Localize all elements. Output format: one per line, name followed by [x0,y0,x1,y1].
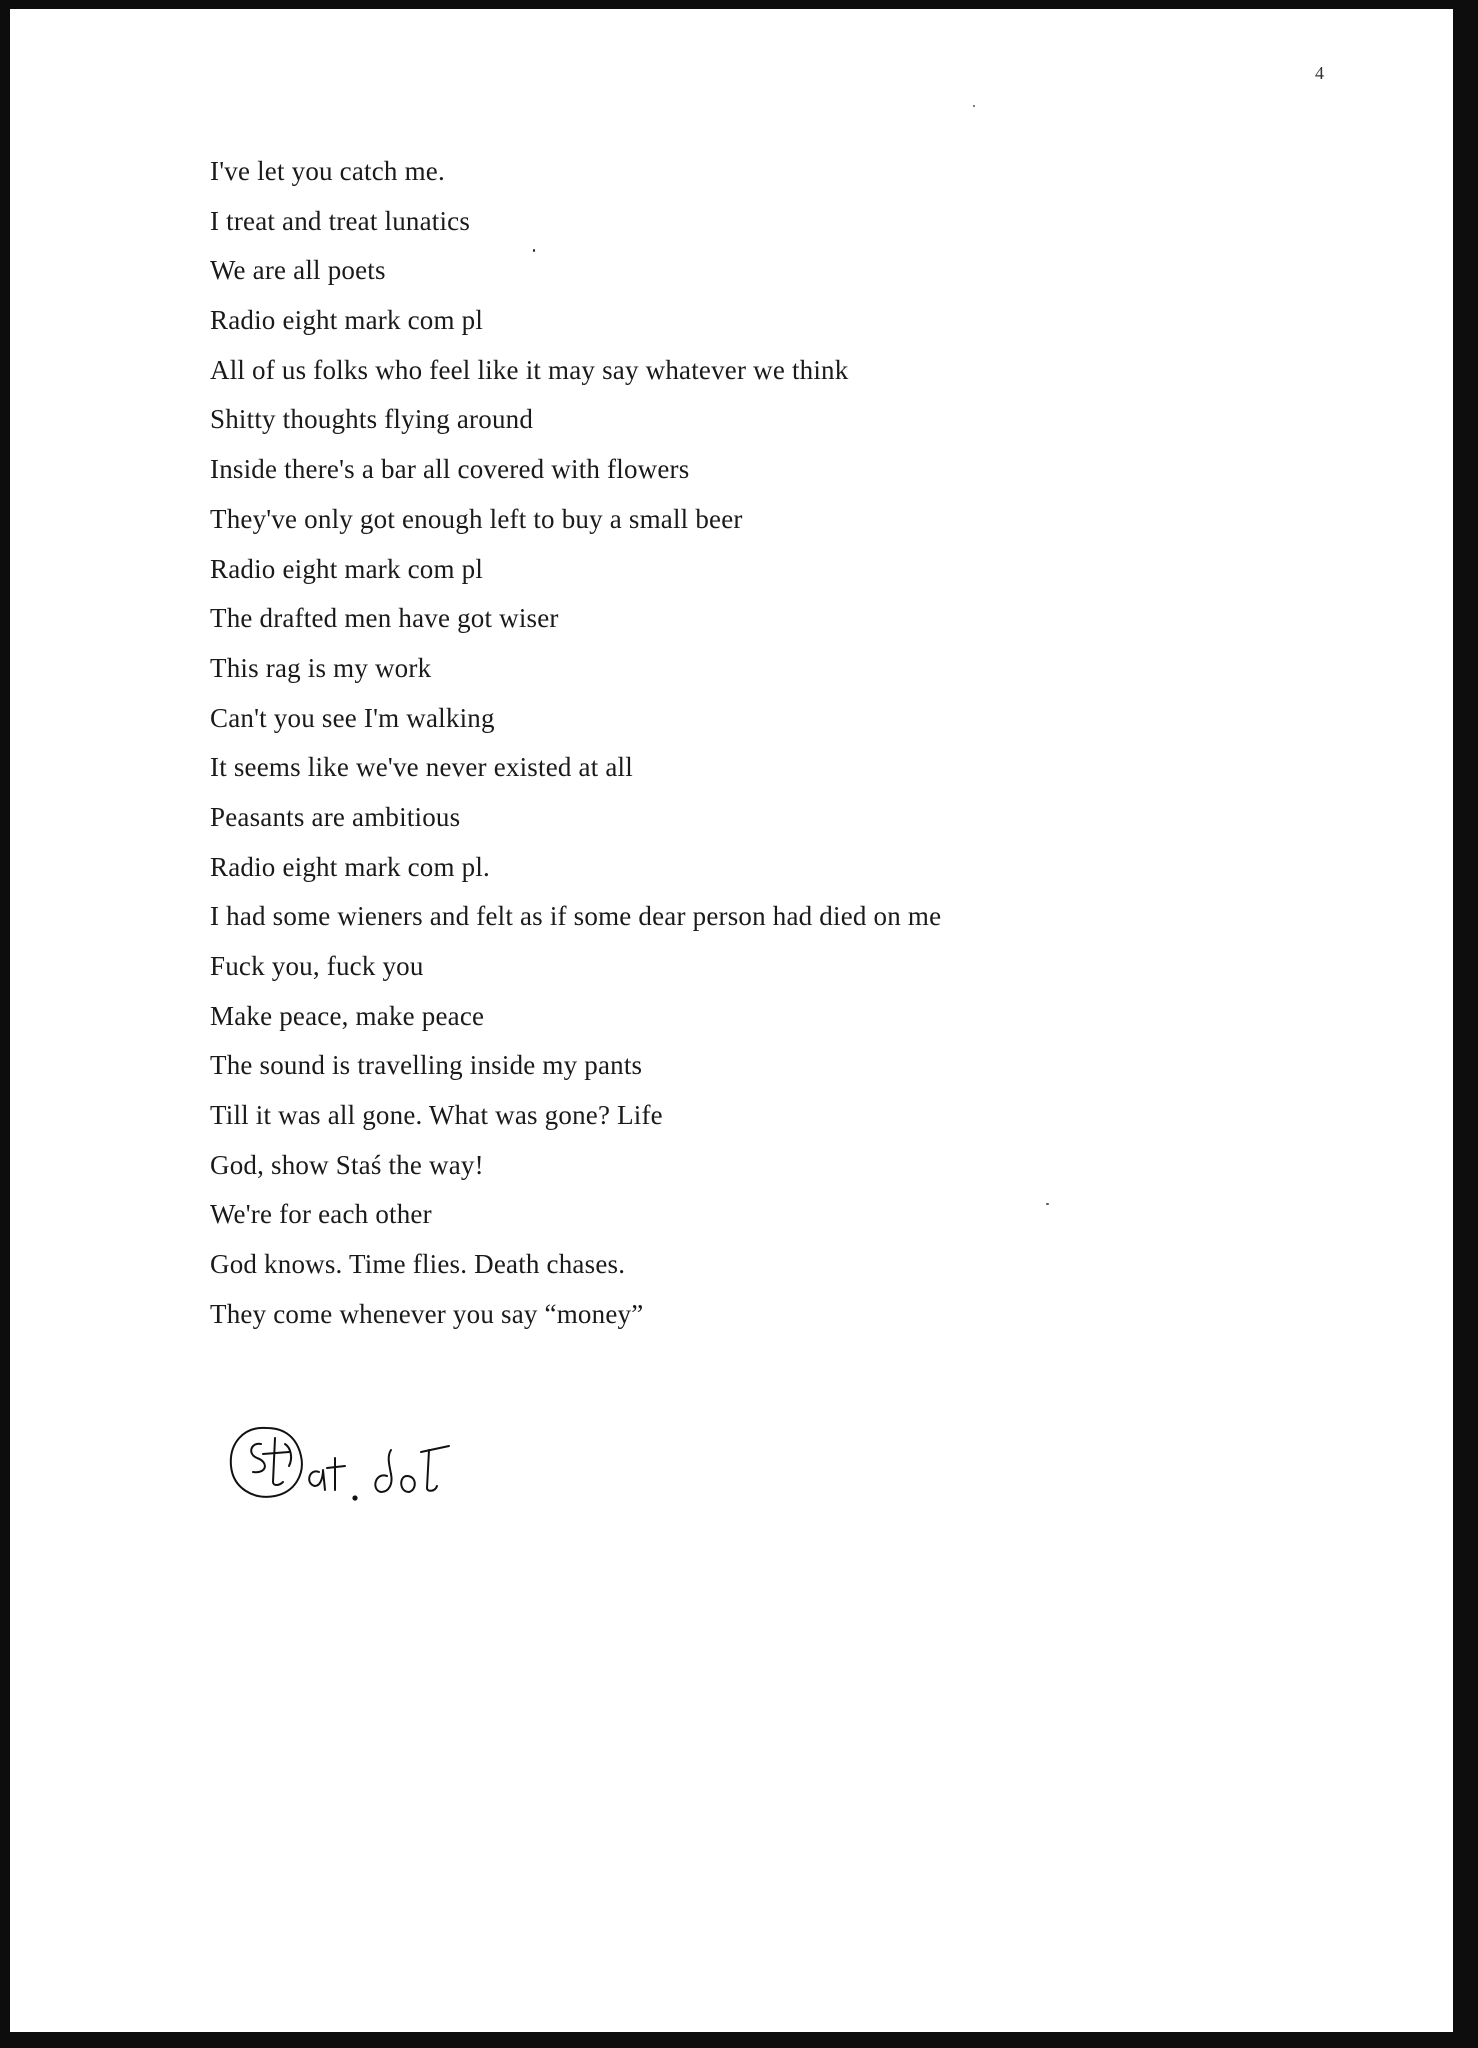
poem-line: I treat and treat lunatics [210,205,471,236]
poem-line: All of us folks who feel like it may say whatever we think [210,354,849,385]
handwritten-signature [223,1414,463,1524]
document-page [10,9,1453,2032]
paper-speck [533,249,535,252]
poem-line: We're for each other [210,1199,432,1230]
poem-line: Fuck you, fuck you [210,951,424,981]
poem-line: Inside there's a bar all covered with flowers [210,454,690,485]
paper-speck [1046,1203,1049,1205]
poem-line: God knows. Time flies. Death chases. [210,1249,626,1280]
poem-line: God, show Staś the way! [210,1149,484,1180]
poem-line: Radio eight mark com pl [210,553,484,584]
poem-line: It seems like we've never existed at all [210,752,633,783]
poem-line: This rag is my work [210,652,432,683]
poem-line: Radio eight mark com pl [210,305,484,336]
poem-line: The sound is travelling inside my pants [210,1050,643,1081]
poem-line: Radio eight mark com pl. [210,851,490,882]
poem-line: Can't you see I'm walking [210,702,495,733]
poem-line: Make peace, make peace [210,1000,485,1031]
poem-line: Till it was all gone. What was gone? Life [210,1100,663,1131]
poem-line: We are all poets [210,255,386,286]
poem-line: They've only got enough left to buy a small beer [210,503,743,534]
poem-line: I've let you catch me. [210,156,445,186]
page-number: 4 [1315,63,1324,83]
poem-line: The drafted men have got wiser [210,603,559,634]
poem-text [210,147,1310,1340]
poem-line: Peasants are ambitious [210,801,461,832]
poem-line: I had some wieners and felt as if some dear person had died on me [210,901,942,932]
poem-line: They come whenever you say “money” [210,1298,644,1329]
poem-line: Shitty thoughts flying around [210,404,534,435]
paper-speck [973,105,975,107]
